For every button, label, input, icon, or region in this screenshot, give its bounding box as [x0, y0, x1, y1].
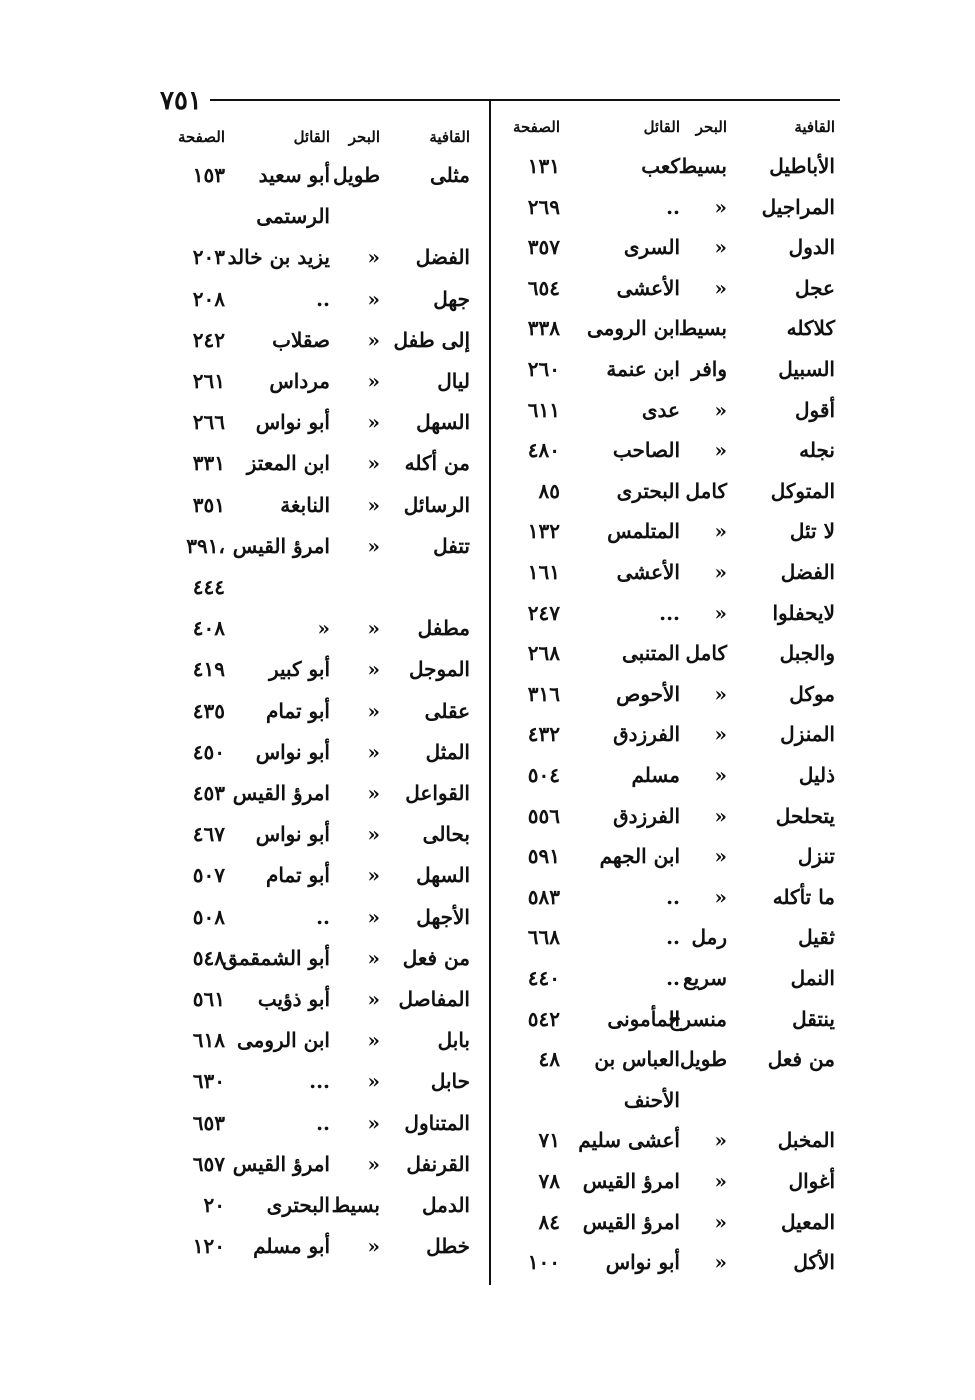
- meter-cell: «: [367, 533, 380, 558]
- poet-cell: أبو نواس: [605, 1250, 680, 1275]
- page-cell: ٥٨٣: [527, 884, 560, 909]
- rhyme-cell: بحالى: [422, 822, 470, 847]
- header-qail: القائل: [293, 128, 330, 146]
- index-row: [505, 187, 845, 227]
- rhyme-cell: من فعل: [402, 945, 470, 970]
- poet-cell: الفرزدق: [613, 803, 680, 828]
- rhyme-cell: ثقيل: [798, 925, 835, 950]
- header-qail: القائل: [643, 118, 680, 136]
- meter-cell: «: [367, 1028, 380, 1053]
- page-cell: ٦١٨: [192, 1028, 225, 1053]
- page-number: ٧٥١: [160, 86, 202, 116]
- header-qafiya: القافية: [429, 128, 470, 146]
- meter-cell: «: [714, 600, 727, 625]
- poet-cell: ابن المعتز: [246, 451, 330, 476]
- index-row: [155, 814, 480, 854]
- meter-cell: «: [714, 681, 727, 706]
- page-cell: ٧١: [538, 1128, 560, 1153]
- page-cell: ٣٥٧: [527, 235, 560, 260]
- page-cell: ٦٥٤: [527, 275, 560, 300]
- rhyme-cell: الأباطيل: [769, 154, 835, 178]
- poet-cell: العباس بن: [594, 1047, 680, 1072]
- header-safha: الصفحة: [512, 118, 560, 136]
- rhyme-cell: مطفل: [417, 616, 470, 641]
- poet-cell: الأحوص: [616, 681, 680, 706]
- meter-cell: «: [714, 438, 727, 463]
- page-cell: ٢٦٨: [527, 641, 560, 666]
- index-row: [505, 999, 845, 1039]
- page-cell: ٥٤٢: [527, 1006, 560, 1031]
- meter-cell: «: [714, 397, 727, 422]
- index-row: [505, 268, 845, 308]
- index-row: [505, 917, 845, 957]
- poet-cell: أعشى سليم: [578, 1128, 680, 1153]
- rhyme-cell: نجله: [799, 438, 835, 463]
- meter-cell: «: [367, 616, 380, 641]
- poet-cell: أبو نواس: [255, 822, 330, 847]
- index-row: [155, 732, 480, 772]
- left-column: [155, 0, 480, 1400]
- rhyme-cell: الفضل: [415, 245, 470, 270]
- index-row: [155, 567, 480, 607]
- meter-cell: «: [367, 781, 380, 805]
- page-cell: ٤١٩: [192, 657, 225, 682]
- poet-cell: صقلاب: [272, 327, 330, 352]
- rhyme-cell: ذليل: [798, 763, 835, 787]
- meter-cell: «: [714, 844, 727, 869]
- index-row: [505, 877, 845, 917]
- rhyme-cell: الرسائل: [403, 492, 470, 517]
- poet-cell: أبو مسلم: [253, 1234, 330, 1259]
- poet-cell: الأعشى: [616, 275, 680, 300]
- page-cell: ٨٤: [538, 1209, 560, 1234]
- rhyme-cell: بابل: [437, 1028, 470, 1053]
- meter-cell: سريع: [682, 966, 727, 990]
- poet-cell: كعب: [641, 154, 680, 178]
- rhyme-cell: ما تأكله: [772, 884, 835, 909]
- poet-cell: عدى: [641, 397, 680, 422]
- poet-cell: الفرزدق: [613, 722, 680, 747]
- index-row: [155, 196, 480, 236]
- page-cell: ١٣٢: [527, 519, 560, 544]
- poet-cell: مرداس: [269, 369, 330, 393]
- index-row: [505, 552, 845, 592]
- meter-cell: بسيط: [678, 154, 727, 178]
- meter-cell: بسيط: [678, 316, 727, 341]
- meter-cell: «: [367, 1110, 380, 1135]
- rhyme-cell: والجبل: [779, 641, 835, 666]
- meter-cell: «: [367, 1069, 380, 1094]
- rhyme-cell: جهل: [433, 286, 470, 311]
- meter-cell: «: [714, 235, 727, 260]
- index-row: [155, 402, 480, 442]
- poet-cell: ابن الرومى: [586, 316, 680, 341]
- page-cell: ١٥٣: [192, 163, 225, 187]
- page-cell: ٦٥٧: [192, 1151, 225, 1176]
- index-row: [155, 526, 480, 566]
- poet-cell: ...: [659, 600, 680, 625]
- index-row: [505, 390, 845, 430]
- poet-cell: المأمونى: [607, 1006, 680, 1031]
- rhyme-cell: الدمل: [421, 1193, 470, 1217]
- page-cell: ٣٩١،: [186, 533, 225, 558]
- page-cell: ٤٥٠: [192, 739, 225, 764]
- poet-cell: المتنبى: [622, 641, 680, 666]
- meter-cell: «: [367, 863, 380, 888]
- meter-cell: «: [367, 945, 380, 970]
- index-row: [155, 938, 480, 978]
- meter-cell: «: [367, 987, 380, 1011]
- page-cell: ٥٦١: [192, 987, 225, 1011]
- index-row: [505, 349, 845, 389]
- page-cell: ١٣١: [527, 154, 560, 178]
- index-row: [155, 1103, 480, 1143]
- poet-cell: ابن الرومى: [236, 1028, 330, 1053]
- meter-cell: «: [714, 560, 727, 584]
- page-cell: ٤٦٧: [192, 822, 225, 847]
- rhyme-cell: ليال: [437, 369, 470, 393]
- rhyme-cell: المعيل: [780, 1209, 835, 1234]
- meter-cell: كامل: [685, 478, 727, 503]
- rhyme-cell: من أكله: [404, 451, 470, 476]
- rhyme-cell: تنزل: [797, 844, 835, 869]
- index-row: [155, 608, 480, 648]
- page-cell: ٢٠٣: [192, 245, 225, 270]
- index-row: [155, 485, 480, 525]
- rhyme-cell: المخبل: [777, 1128, 835, 1153]
- index-row: [155, 855, 480, 895]
- meter-cell: «: [714, 803, 727, 828]
- poet-cell: ..: [666, 966, 680, 990]
- rhyme-cell: عجل: [795, 275, 835, 300]
- rhyme-cell: لايحفلوا: [772, 600, 835, 625]
- page-cell: ٤٠٨: [192, 616, 225, 641]
- meter-cell: رمل: [691, 925, 727, 950]
- page-cell: ٢٦٩: [527, 194, 560, 219]
- index-row: [155, 1185, 480, 1225]
- column-divider: [489, 100, 491, 1285]
- page-cell: ٣٣١: [192, 451, 225, 476]
- rhyme-cell: السبيل: [778, 357, 835, 381]
- index-row: [505, 146, 845, 186]
- rhyme-cell: الموجل: [408, 657, 470, 682]
- page-cell: ٣٥١: [192, 492, 225, 517]
- poet-cell: امرؤ القيس: [582, 1169, 680, 1193]
- poet-cell: ابن الجهم: [599, 844, 680, 869]
- poet-cell: ..: [316, 904, 330, 929]
- index-row: [155, 279, 480, 319]
- index-row: [155, 1144, 480, 1184]
- meter-cell: طويل: [680, 1047, 727, 1072]
- index-row: [155, 1226, 480, 1266]
- index-row: [155, 691, 480, 731]
- rhyme-cell: المتناول: [404, 1110, 470, 1135]
- poet-cell: أبو ذؤيب: [257, 987, 330, 1011]
- page-cell: ٤٤٤: [192, 575, 225, 599]
- index-row: [505, 633, 845, 673]
- rhyme-cell: القواعل: [405, 781, 470, 805]
- meter-cell: «: [714, 519, 727, 544]
- page-cell: ٨٥: [538, 478, 560, 503]
- meter-cell: «: [714, 275, 727, 300]
- header-bahr: البحر: [695, 118, 727, 136]
- index-row: [155, 361, 480, 401]
- page-cell: ٣٣٨: [527, 316, 560, 341]
- rhyme-cell: الأكل: [793, 1250, 835, 1275]
- index-row: [505, 1080, 845, 1120]
- page-cell: ٦٦٨: [527, 925, 560, 950]
- rhyme-cell: عقلى: [424, 698, 470, 723]
- page-cell: ٥٥٦: [527, 803, 560, 828]
- page-cell: ١٠٠: [527, 1250, 560, 1275]
- meter-cell: «: [367, 410, 380, 435]
- rhyme-cell: النمل: [790, 966, 835, 990]
- page-cell: ٥٠٧: [192, 863, 225, 888]
- page-cell: ٦٣٠: [192, 1069, 225, 1094]
- poet-cell: أبو نواس: [255, 410, 330, 435]
- index-row: [505, 1120, 845, 1160]
- page-cell: ٢٦٦: [192, 410, 225, 435]
- meter-cell: «: [714, 1169, 727, 1193]
- page-cell: ٢٠٨: [192, 286, 225, 311]
- page-cell: ٢٤٧: [527, 600, 560, 625]
- poet-cell: امرؤ القيس: [232, 1151, 330, 1176]
- right-column: [505, 0, 845, 1400]
- page-cell: ٢٠: [203, 1193, 225, 1217]
- page-cell: ٤٣٢: [527, 722, 560, 747]
- page-cell: ٢٦٠: [527, 357, 560, 381]
- index-row: [155, 1020, 480, 1060]
- meter-cell: «: [367, 698, 380, 723]
- rhyme-cell: الفضل: [780, 560, 835, 584]
- poet-cell: ..: [666, 925, 680, 950]
- rhyme-cell: السهل: [416, 410, 470, 435]
- index-row: [155, 320, 480, 360]
- index-row: [505, 674, 845, 714]
- meter-cell: «: [714, 1250, 727, 1275]
- meter-cell: «: [367, 822, 380, 847]
- poet-cell: ...: [309, 1069, 330, 1094]
- index-row: [505, 227, 845, 267]
- index-row: [505, 471, 845, 511]
- meter-cell: «: [367, 327, 380, 352]
- meter-cell: «: [367, 739, 380, 764]
- poet-cell: البحترى: [266, 1193, 330, 1217]
- poet-cell: يزيد بن خالد: [227, 245, 330, 270]
- index-row: [505, 593, 845, 633]
- header-bahr: البحر: [348, 128, 380, 146]
- page-cell: ٤٨: [538, 1047, 560, 1072]
- meter-cell: «: [367, 492, 380, 517]
- poet-cell: ..: [666, 884, 680, 909]
- poet-cell: «: [317, 616, 330, 641]
- index-row: [505, 1202, 845, 1242]
- index-row: [505, 958, 845, 998]
- index-row: [155, 773, 480, 813]
- poet-cell: أبو تمام: [265, 863, 330, 888]
- page-cell: ٥٠٤: [527, 763, 560, 787]
- poet-cell: الصاحب: [612, 438, 680, 463]
- rhyme-cell: مثلى: [429, 163, 470, 187]
- poet-cell: أبو الشمقمق: [222, 945, 330, 970]
- page-cell: ٤٥٣: [192, 781, 225, 805]
- page-cell: ٤٤٠: [527, 966, 560, 990]
- page-cell: ٥٩١: [527, 844, 560, 869]
- rhyme-cell: حابل: [430, 1069, 470, 1094]
- index-row: [155, 897, 480, 937]
- index-row: [155, 155, 480, 195]
- poet-cell: البحترى: [616, 478, 680, 503]
- meter-cell: منسرح: [668, 1006, 727, 1031]
- poet-cell: امرؤ القيس: [232, 781, 330, 805]
- page-cell: ٤٨٠: [527, 438, 560, 463]
- page-cell: ٣١٦: [527, 681, 560, 706]
- index-row: [155, 1061, 480, 1101]
- poet-cell: ..: [316, 1110, 330, 1135]
- meter-cell: «: [714, 763, 727, 787]
- poet-cell: الأحنف: [623, 1087, 680, 1112]
- rhyme-cell: لا تئل: [789, 519, 835, 544]
- poet-cell: أبو تمام: [265, 698, 330, 723]
- poet-cell: امرؤ القيس: [232, 533, 330, 558]
- page-cell: ٤٣٥: [192, 698, 225, 723]
- index-row: [155, 649, 480, 689]
- meter-cell: «: [714, 1209, 727, 1234]
- rhyme-cell: الدول: [788, 235, 835, 260]
- index-row: [505, 430, 845, 470]
- meter-cell: «: [714, 884, 727, 909]
- rhyme-cell: المنزل: [780, 722, 835, 747]
- index-row: [505, 308, 845, 348]
- rhyme-cell: أغوال: [788, 1169, 835, 1193]
- meter-cell: «: [714, 722, 727, 747]
- page-cell: ٢٤٢: [192, 327, 225, 352]
- rhyme-cell: المراجيل: [761, 194, 835, 219]
- meter-cell: وافر: [691, 357, 727, 381]
- meter-cell: «: [367, 657, 380, 682]
- poet-cell: أبو نواس: [255, 739, 330, 764]
- poet-cell: ..: [316, 286, 330, 311]
- rhyme-cell: الأجهل: [416, 904, 470, 929]
- index-row: [155, 979, 480, 1019]
- rhyme-cell: يتحلحل: [775, 803, 835, 828]
- page-cell: ٥٠٨: [192, 904, 225, 929]
- rhyme-cell: المفاصل: [398, 987, 470, 1011]
- meter-cell: كامل: [685, 641, 727, 666]
- poet-cell: الرستمى: [256, 204, 330, 229]
- rhyme-cell: من فعل: [767, 1047, 835, 1072]
- poet-cell: أبو كبير: [268, 657, 330, 682]
- meter-cell: طويل: [333, 163, 380, 187]
- index-row: [155, 443, 480, 483]
- page-cell: ٦٥٣: [192, 1110, 225, 1135]
- header-qafiya: القافية: [794, 118, 835, 136]
- poet-cell: المتلمس: [607, 519, 680, 544]
- rhyme-cell: تتفل: [433, 533, 470, 558]
- header-safha: الصفحة: [177, 128, 225, 146]
- index-row: [505, 1161, 845, 1201]
- poet-cell: مسلم: [631, 763, 680, 787]
- meter-cell: «: [367, 286, 380, 311]
- poet-cell: ابن عنمة: [606, 357, 680, 381]
- page-cell: ١٦١: [527, 560, 560, 584]
- meter-cell: «: [367, 904, 380, 929]
- meter-cell: «: [367, 451, 380, 476]
- rhyme-cell: المثل: [425, 739, 470, 764]
- rhyme-cell: ينتقل: [792, 1006, 835, 1031]
- rhyme-cell: السهل: [416, 863, 470, 888]
- page-cell: ٥٤٨: [192, 945, 225, 970]
- rhyme-cell: موكل: [789, 681, 835, 706]
- page-cell: ٦١١: [527, 397, 560, 422]
- rhyme-cell: القرنفل: [406, 1151, 470, 1176]
- page-cell: ٢٦١: [192, 369, 225, 393]
- meter-cell: «: [367, 369, 380, 393]
- index-row: [155, 237, 480, 277]
- poet-cell: ..: [666, 194, 680, 219]
- poet-cell: السرى: [623, 235, 680, 260]
- poet-cell: امرؤ القيس: [582, 1209, 680, 1234]
- index-row: [505, 836, 845, 876]
- poet-cell: أبو سعيد: [258, 163, 330, 187]
- poet-cell: النابغة: [280, 492, 330, 517]
- index-row: [505, 511, 845, 551]
- meter-cell: «: [714, 194, 727, 219]
- rhyme-cell: أقول: [795, 397, 835, 422]
- index-row: [505, 755, 845, 795]
- rhyme-cell: المتوكل: [770, 478, 835, 503]
- rhyme-cell: خطل: [426, 1234, 470, 1259]
- index-row: [505, 1242, 845, 1282]
- page-cell: ٧٨: [538, 1169, 560, 1193]
- index-row: [505, 714, 845, 754]
- page-cell: ١٢٠: [192, 1234, 225, 1259]
- index-row: [505, 1039, 845, 1079]
- meter-cell: بسيط: [331, 1193, 380, 1217]
- meter-cell: «: [714, 1128, 727, 1153]
- meter-cell: «: [367, 1234, 380, 1259]
- meter-cell: «: [367, 245, 380, 270]
- rhyme-cell: إلى طفل: [393, 327, 470, 352]
- poet-cell: الأعشى: [616, 560, 680, 584]
- meter-cell: «: [367, 1151, 380, 1176]
- index-row: [505, 796, 845, 836]
- rhyme-cell: كلاكله: [786, 316, 835, 341]
